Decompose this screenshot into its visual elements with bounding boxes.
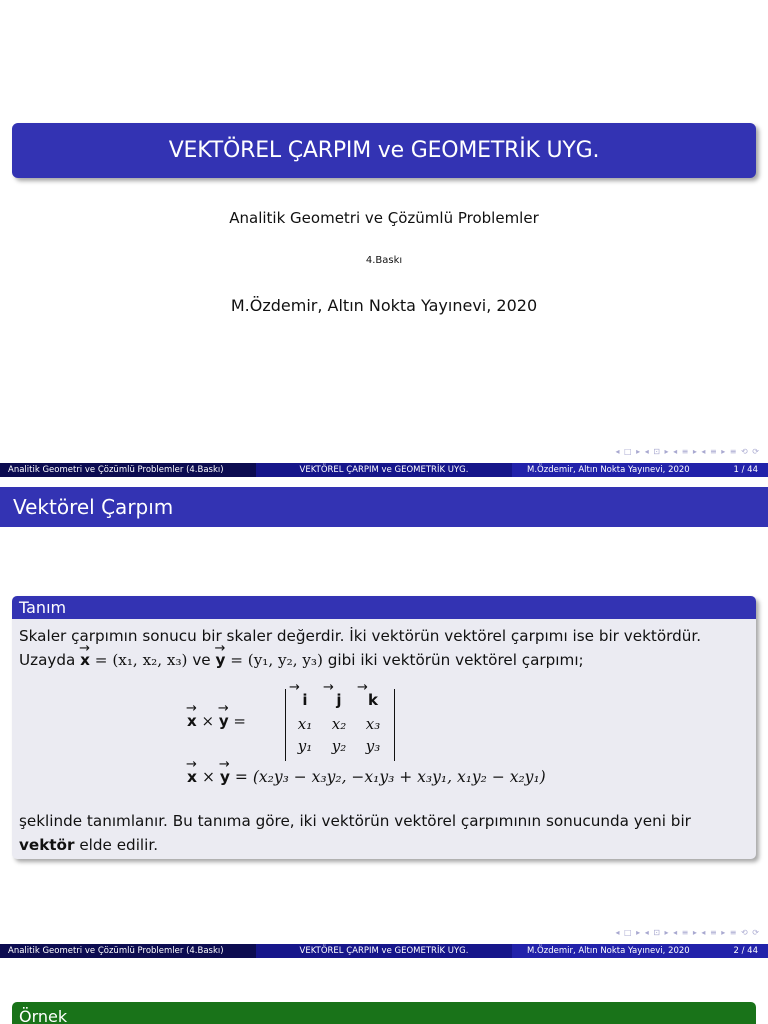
footer-book: Analitik Geometri ve Çözümlü Problemler (4.Baskı) [0, 463, 256, 477]
page-number: 1 / 44 [733, 465, 758, 475]
page-number: 2 / 44 [733, 946, 758, 956]
determinant-matrix [285, 689, 395, 761]
footer-author-text: M.Özdemir, Altın Nokta Yayınevi, 2020 [527, 465, 690, 475]
matrix-cell: x₁ [297, 715, 313, 733]
formula-result: = (x₂y₃ − x₃y₂, −x₁y₃ + x₃y₁, x₁y₂ − x₂y₁) [234, 768, 546, 786]
slide-title: VEKTÖREL ÇARPIM ve GEOMETRİK UYG. [12, 123, 756, 178]
footer-bar-2 [0, 944, 768, 958]
footer-author [512, 944, 768, 958]
edition: 4.Baskı [365, 255, 403, 266]
unit-k: → k [358, 691, 388, 709]
unit-i: → i [290, 691, 320, 709]
matrix-cell: x₃ [365, 715, 381, 733]
matrix-cell: y₂ [331, 737, 347, 755]
unit-j: → j [324, 691, 354, 709]
matrix-cell: y₁ [297, 737, 313, 755]
cross-product-formula: → x × → y = (x₂y₃ − x₃y₂, −x₁y₃ + x₃y₁, x₁y₂ − x₂y₁) [187, 768, 546, 786]
definition-block: Tanım Skaler çarpımın sonucu bir skaler değerdir. İki vektörün vektörel çarpımı ise bir vektördür. Uzayda → x = (x₁, x₂, x₃) ve → y = (y₁, y₂, y₃) gibi iki vektörün vektörel çarpımı; → x × → y = → i → j → k x₁ x₂ x₃ y₁ y₂ y₃ → x × → y = (x₂y₃ − x₃y₂, −x₁y₃ + x₃y₁, x₁y₂ − x₂y₁) şeklinde tanımlanır. Bu tanıma göre, iki vektörün vektörel çarpımının sonucunda yeni bir vektör elde edilir. [12, 596, 756, 859]
navigation-controls[interactable]: ◂ □ ▸ ◂ ⊡ ▸ ◂ ≡ ▸ ◂ ≡ ▸ ≡ ⟲ ⟳ [615, 447, 760, 456]
footer-book: Analitik Geometri ve Çözümlü Problemler (4.Baskı) [0, 944, 256, 958]
matrix-cell: y₃ [365, 737, 381, 755]
definition-line-1: Skaler çarpımın sonucu bir skaler değerdir. İki vektörün vektörel çarpımı ise bir vektördür. [19, 627, 702, 645]
definition-heading: Tanım [12, 596, 756, 619]
book-title: Analitik Geometri ve Çözümlü Problemler [229, 209, 539, 227]
y-tuple: = (y₁, y₂, y₃) [230, 651, 323, 669]
example-heading: Örnek [12, 1002, 756, 1024]
footer-author [512, 463, 768, 477]
matrix-cell: x₂ [331, 715, 347, 733]
footer-title: VEKTÖREL ÇARPIM ve GEOMETRİK UYG. [256, 463, 512, 477]
footer-author-text: M.Özdemir, Altın Nokta Yayınevi, 2020 [527, 946, 690, 956]
navigation-controls-2[interactable]: ◂ □ ▸ ◂ ⊡ ▸ ◂ ≡ ▸ ◂ ≡ ▸ ≡ ⟲ ⟳ [615, 928, 760, 937]
x-tuple: = (x₁, x₂, x₃) [94, 651, 188, 669]
vector-y: → y [215, 648, 225, 672]
definition-line-2: Uzayda → x = (x₁, x₂, x₃) ve → y = (y₁, y₂, y₃) gibi iki vektörün vektörel çarpımı; [19, 648, 748, 672]
frame-title: Vektörel Çarpım [0, 487, 768, 527]
footer-title: VEKTÖREL ÇARPIM ve GEOMETRİK UYG. [256, 944, 512, 958]
bold-term: vektör [19, 836, 75, 854]
footer-bar [0, 463, 768, 477]
author: M.Özdemir, Altın Nokta Yayınevi, 2020 [230, 296, 538, 315]
vector-x: → x [80, 648, 90, 672]
definition-conclusion: şeklinde tanımlanır. Bu tanıma göre, iki vektörün vektörel çarpımının sonucunda yeni bir vektör elde edilir. [19, 812, 691, 854]
